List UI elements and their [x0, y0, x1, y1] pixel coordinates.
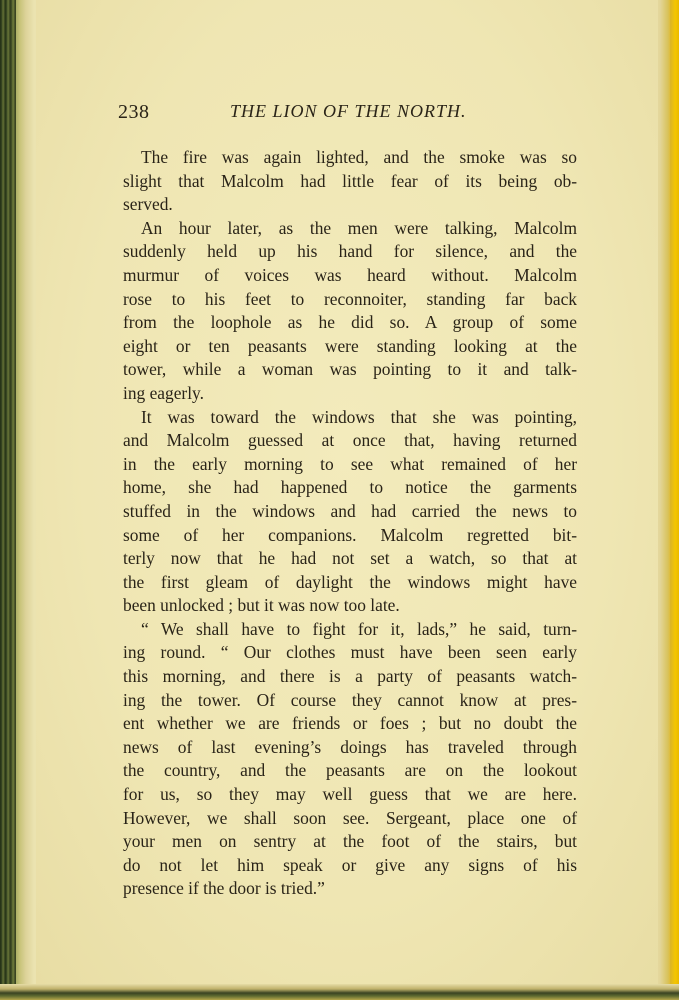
text-line: ent whether we are friends or foes ; but no doubt the — [123, 713, 577, 734]
running-head — [118, 101, 498, 125]
text-line: this morning, and there is a party of peasants watch- — [123, 666, 577, 687]
text-line: home, she had happened to notice the garments — [123, 477, 577, 498]
text-line: do not let him speak or give any signs of his — [123, 854, 577, 875]
text-line: slight that Malcolm had little fear of its being ob- — [123, 170, 577, 191]
text-line: news of last evening’s doings has traveled through — [123, 736, 577, 757]
body-text — [123, 146, 577, 901]
page-number: 238 — [118, 101, 150, 123]
text-line: stuffed in the windows and had carried the news to — [123, 500, 577, 521]
text-line: some of her companions. Malcolm regretted bit- — [123, 524, 577, 545]
text-line: been unlocked ; but it was now too late. — [123, 595, 400, 616]
book-bottom-edge — [0, 984, 679, 1000]
text-line: ing round. “ Our clothes must have been seen early — [123, 642, 577, 663]
text-line: the first gleam of daylight the windows might have — [123, 571, 577, 592]
text-line: for us, so they may well guess that we are here. — [123, 784, 577, 805]
text-line: “ We shall have to fight for it, lads,” he said, turn- — [141, 618, 577, 639]
text-line: served. — [123, 194, 173, 215]
text-line: However, we shall soon see. Sergeant, place one of — [123, 807, 577, 828]
text-line: An hour later, as the men were talking, Malcolm — [141, 217, 577, 238]
text-line: tower, while a woman was pointing to it and talk- — [123, 359, 577, 380]
text-line: murmur of voices was heard without. Malcolm — [123, 264, 577, 285]
text-line: terly now that he had not set a watch, so that at — [123, 548, 577, 569]
running-title: THE LION OF THE NORTH. — [230, 101, 467, 121]
text-line: from the loophole as he did so. A group of some — [123, 312, 577, 333]
text-line: The fire was again lighted, and the smoke was so — [141, 147, 577, 167]
text-line: ing eagerly. — [123, 382, 204, 403]
text-line: the country, and the peasants are on the lookout — [123, 760, 577, 781]
text-line: rose to his feet to reconnoiter, standing far back — [123, 288, 577, 309]
text-line: suddenly held up his hand for silence, and the — [123, 241, 577, 262]
book-binding — [0, 0, 16, 1000]
text-line: in the early morning to see what remained of her — [123, 453, 577, 474]
gilded-page-edge — [670, 0, 679, 1000]
text-line: eight or ten peasants were standing looking at the — [123, 335, 577, 356]
text-line: It was toward the windows that she was pointing, — [141, 406, 577, 427]
text-line: presence if the door is tried.” — [123, 878, 325, 899]
text-line: and Malcolm guessed at once that, having returned — [123, 430, 577, 451]
text-line: your men on sentry at the foot of the stairs, but — [123, 831, 577, 852]
text-line: ing the tower. Of course they cannot know at pres- — [123, 689, 577, 710]
